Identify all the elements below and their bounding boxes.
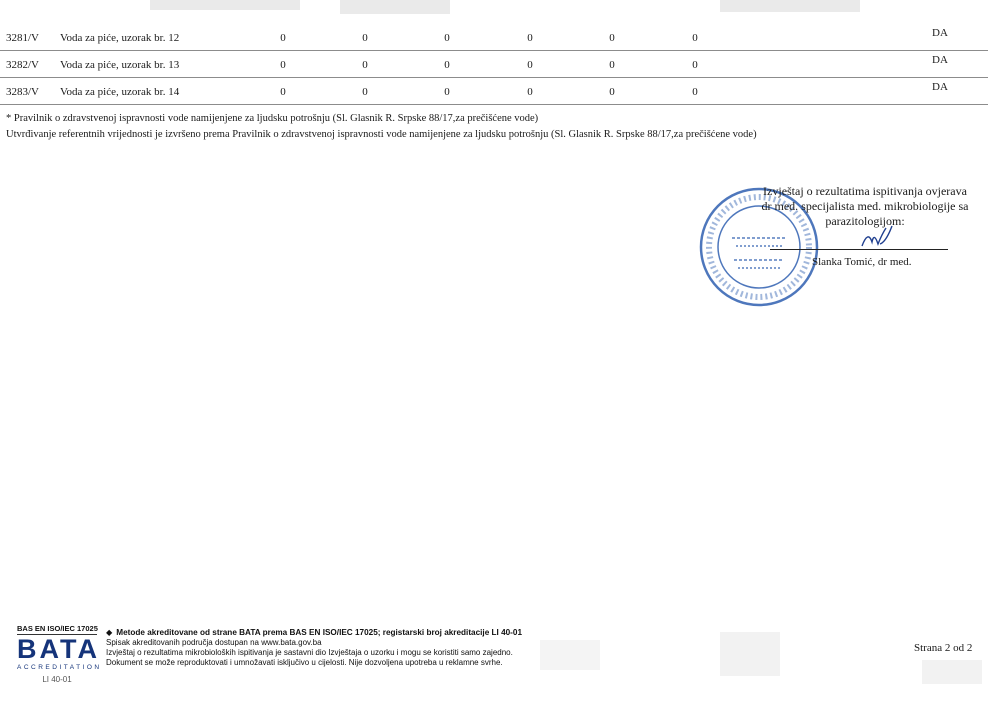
signature-caption-line: Izvještaj o rezultatima ispitivanja ovjerava xyxy=(763,184,967,198)
value-cell: 0 xyxy=(692,32,698,44)
scan-artifact xyxy=(340,0,450,14)
logo-standard: BAS EN ISO/IEC 17025 xyxy=(17,624,98,633)
value-cell: 0 xyxy=(444,86,450,98)
value-cell: 0 xyxy=(527,59,533,71)
signature-line xyxy=(770,249,948,250)
value-cell: 0 xyxy=(444,59,450,71)
reference-note: Utvrđivanje referentnih vrijednosti je izvršeno prema Pravilnik o zdravstvenoj ispravnosti vode namijenjene za ljudsku potrošnju (Sl. Glasnik R. Srpske 88/17,za prečišćene vode) xyxy=(6,129,757,140)
scan-artifact xyxy=(720,632,780,676)
sample-name: Voda za piće, uzorak br. 13 xyxy=(60,59,180,71)
value-cell: 0 xyxy=(609,86,615,98)
value-cell: 0 xyxy=(362,86,368,98)
sample-name: Voda za piće, uzorak br. 14 xyxy=(60,86,180,98)
scan-artifact xyxy=(540,640,600,670)
compliance-result: DA xyxy=(932,54,948,66)
footnote: * Pravilnik o zdravstvenoj ispravnosti vode namijenjene za ljudsku potrošnju (Sl. Glasnik R. Srpske 88/17,za prečišćene vode) xyxy=(6,113,539,124)
signature-caption-line: dr med. specijalista med. mikrobiologije sa xyxy=(761,199,969,213)
diamond-bullet-icon: ◆ xyxy=(106,628,113,637)
compliance-result: DA xyxy=(932,27,948,39)
scan-artifact xyxy=(922,660,982,684)
logo-code: LI 40-01 xyxy=(42,675,72,684)
logo-subtitle: ACCREDITATION xyxy=(17,664,102,671)
value-cell: 0 xyxy=(609,32,615,44)
sample-id: 3282/V xyxy=(6,59,39,71)
sample-name: Voda za piće, uzorak br. 12 xyxy=(60,32,180,44)
value-cell: 0 xyxy=(527,32,533,44)
scan-artifact xyxy=(150,0,300,10)
value-cell: 0 xyxy=(280,86,286,98)
signatory-name: Slanka Tomić, dr med. xyxy=(812,256,912,268)
compliance-result: DA xyxy=(932,81,948,93)
value-cell: 0 xyxy=(362,32,368,44)
value-cell: 0 xyxy=(692,59,698,71)
sample-id: 3283/V xyxy=(6,86,39,98)
footer-text xyxy=(106,628,522,668)
value-cell: 0 xyxy=(280,59,286,71)
value-cell: 0 xyxy=(609,59,615,71)
table-row xyxy=(0,51,988,78)
table-row xyxy=(0,78,988,105)
signature-caption-line: parazitologijom: xyxy=(825,214,905,228)
footer-line: Dokument se može reproduktovati i umnožavati isključivo u cijelosti. Nije dozvoljena upotreba u reklamne svrhe. xyxy=(106,658,503,667)
value-cell: 0 xyxy=(444,32,450,44)
footer-line: Izvještaj o rezultatima mikrobioloških ispitivanja je sastavni dio Izvještaja o uzorku i mogu se koristiti samo zajedno. xyxy=(106,648,513,657)
handwritten-signature xyxy=(860,224,894,250)
table-row xyxy=(0,24,988,51)
footer-line: Spisak akreditovanih područja dostupan na www.bata.gov.ba xyxy=(106,638,322,647)
sample-id: 3281/V xyxy=(6,32,39,44)
accreditation-logo xyxy=(17,624,102,690)
value-cell: 0 xyxy=(362,59,368,71)
value-cell: 0 xyxy=(280,32,286,44)
scan-artifact xyxy=(720,0,860,12)
footer-line: Metode akreditovane od strane BATA prema BAS EN ISO/IEC 17025; registarski broj akreditacije LI 40-01 xyxy=(116,628,523,637)
logo-name: BATA xyxy=(17,634,100,664)
signature-caption xyxy=(745,184,985,229)
value-cell: 0 xyxy=(692,86,698,98)
page-number: Strana 2 od 2 xyxy=(914,642,973,654)
value-cell: 0 xyxy=(527,86,533,98)
